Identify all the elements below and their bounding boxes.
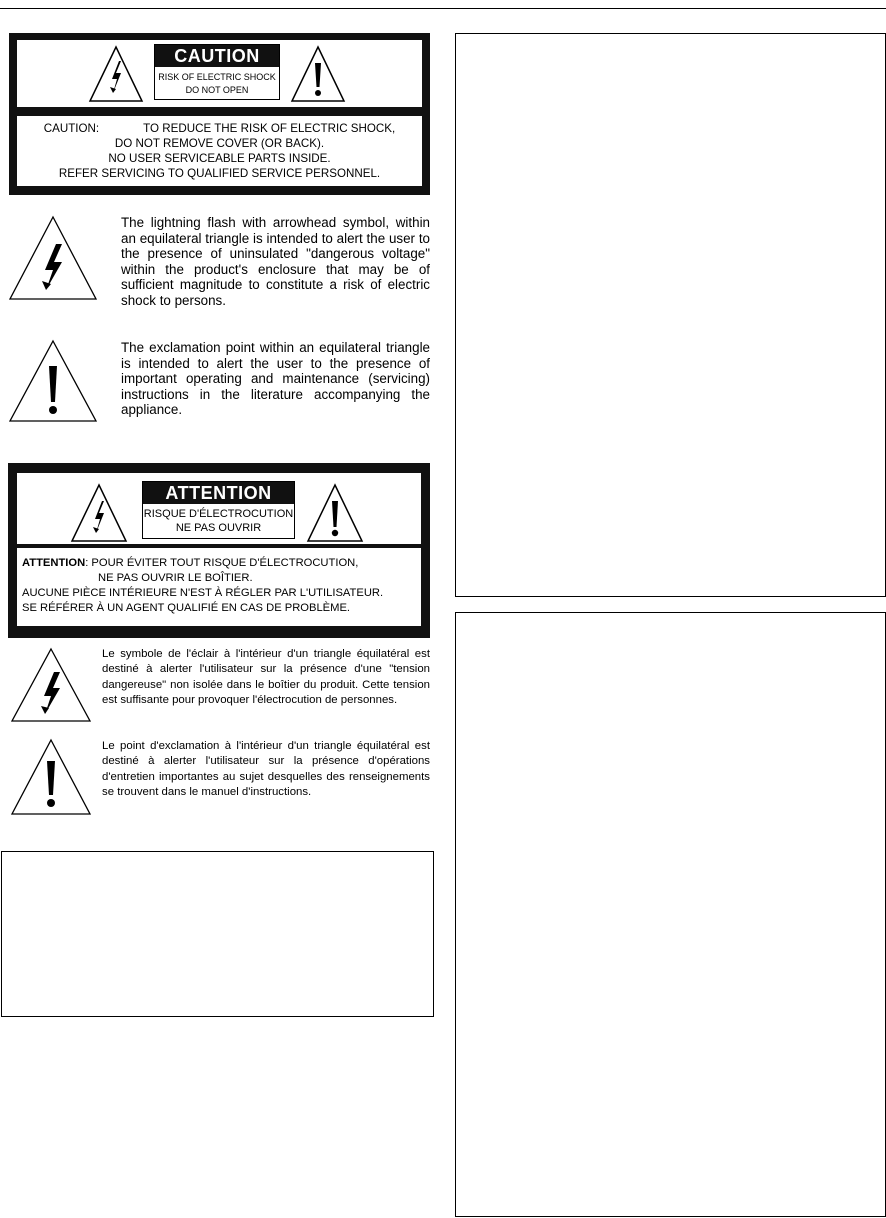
- blank-notice-box-left: [1, 851, 434, 1017]
- caution-statement: [17, 121, 422, 181]
- caution-prefix: CAUTION:: [43, 122, 100, 135]
- exclamation-explanation: The exclamation point within an equilateral triangle is intended to alert the user to the presence of important operating and maintenance (servicing) instructions in the literature accompanying the appliance.: [121, 340, 430, 417]
- attention-badge-title: ATTENTION: [143, 482, 294, 504]
- caution-badge-line1: RISK OF ELECTRIC SHOCK: [158, 72, 276, 82]
- lightning-explanation-fr: Le symbole de l'éclair à l'intérieur d'un triangle équilatéral est destiné à alerter l'utilisateur sur la présence d'une "tension dangereuse" non isolée dans le boîtier du produit. Cette tension est suffisante pour provoquer l'électrocution de personnes.: [102, 648, 430, 707]
- exclamation-warning-icon: [290, 45, 346, 103]
- blank-notice-box-right-bottom: [455, 612, 886, 1217]
- attention-statement: [22, 556, 418, 616]
- caution-badge-line2: DO NOT OPEN: [185, 85, 249, 95]
- caution-line2: DO NOT REMOVE COVER (OR BACK).: [114, 137, 325, 150]
- attention-badge-line2: NE PAS OUVRIR: [175, 522, 262, 534]
- lightning-symbol-icon-fr: [9, 646, 93, 724]
- exclamation-explanation-fr: Le point d'exclamation à l'intérieur d'un triangle équilatéral est destiné à alerter l'utilisateur sur la présence d'opérations d'entretien importantes au sujet desquelles des renseignements se trouvent dans le manuel d'instructions.: [102, 740, 430, 799]
- header-rule: [0, 8, 886, 9]
- attention-line1: : POUR ÉVITER TOUT RISQUE D'ÉLECTROCUTION,: [85, 557, 359, 569]
- lightning-explanation: The lightning flash with arrowhead symbol, within an equilateral triangle is intended to alert the user to the presence of uninsulated "dangerous voltage" within the product's enclosure that may be of sufficient magnitude to constitute a risk of electric shock to persons.: [121, 215, 430, 308]
- attention-line2: NE PAS OUVRIR LE BOÎTIER.: [98, 572, 253, 584]
- attention-label: [8, 463, 430, 638]
- attention-line3: AUCUNE PIÈCE INTÉRIEURE N'EST À RÉGLER PAR L'UTILISATEUR.: [22, 587, 384, 599]
- caution-line3: NO USER SERVICEABLE PARTS INSIDE.: [108, 152, 331, 165]
- attention-badge-line1: RISQUE D'ÉLECTROCUTION: [143, 508, 294, 520]
- caution-badge: [154, 44, 280, 100]
- caution-label-top-panel: [17, 40, 422, 107]
- exclamation-warning-icon-fr: [306, 483, 364, 543]
- lightning-symbol-icon: [7, 214, 99, 302]
- blank-notice-box-right-top: [455, 33, 886, 597]
- attention-label-top-panel: [17, 473, 421, 544]
- attention-prefix: ATTENTION: [22, 557, 86, 569]
- attention-label-bottom-panel: [17, 548, 421, 626]
- lightning-warning-icon-fr: [70, 483, 128, 543]
- caution-label-bottom-panel: [17, 116, 422, 186]
- attention-badge: [142, 481, 295, 539]
- caution-line1: TO REDUCE THE RISK OF ELECTRIC SHOCK,: [143, 122, 396, 135]
- attention-line4: SE RÉFÉRER À UN AGENT QUALIFIÉ EN CAS DE PROBLÈME.: [22, 602, 351, 614]
- lightning-warning-icon: [88, 45, 144, 103]
- exclamation-symbol-icon: [7, 338, 99, 424]
- caution-label: [9, 33, 430, 195]
- exclamation-symbol-icon-fr: [9, 737, 93, 817]
- caution-line4: REFER SERVICING TO QUALIFIED SERVICE PERSONNEL.: [58, 167, 381, 180]
- caution-badge-title: CAUTION: [155, 45, 279, 67]
